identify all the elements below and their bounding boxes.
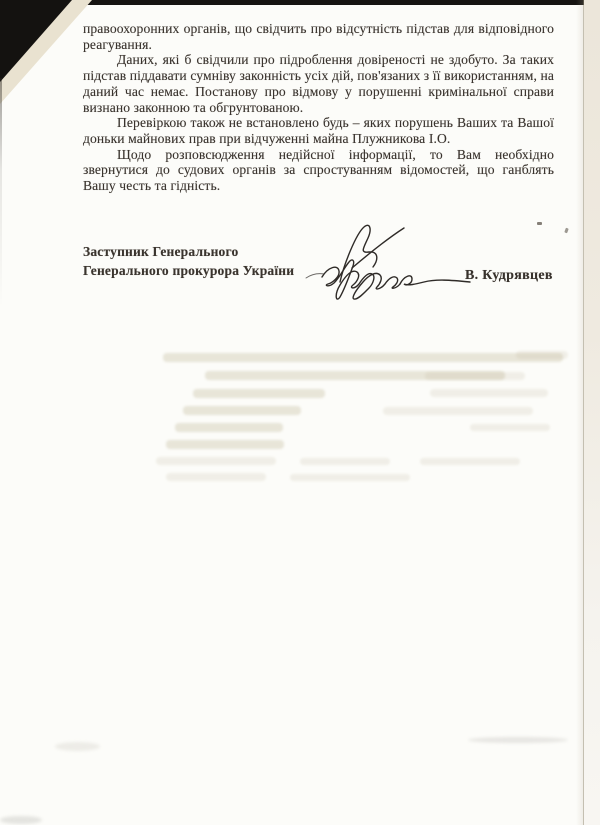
bleedthrough-artifact	[166, 440, 284, 449]
signatory-title-line2: Генерального прокурора України	[83, 263, 295, 278]
bleedthrough-artifact	[193, 389, 325, 398]
bleedthrough-artifact	[420, 458, 520, 465]
ink-speck	[564, 228, 569, 234]
body-paragraph: Щодо розповсюдження недійсної інформації, то Вам необхідно звернутися до судових органів за спростуванням відомостей, що ганблять Вашу честь та гідність.	[83, 146, 554, 194]
page-right-edge-shading	[576, 0, 583, 825]
scan-smudge	[55, 742, 100, 751]
scan-smudge	[0, 816, 42, 824]
handwritten-signature	[300, 220, 480, 315]
page-right-edge	[584, 0, 600, 825]
body-paragraph: правоохоронних органів, що свідчить про відсутність підстав для відповідного реагування.	[83, 21, 554, 52]
ink-speck	[537, 222, 542, 225]
page-left-edge-shadow	[0, 78, 2, 308]
signatory-title	[83, 242, 294, 280]
body-paragraph: Перевіркою також не встановлено будь – яких порушень Ваших та Вашої доньки майнових прав при відчуженні майна Плужникова І.О.	[83, 115, 554, 146]
bleedthrough-artifact	[183, 406, 301, 415]
bleedthrough-artifact	[166, 473, 266, 481]
bleedthrough-artifact	[163, 353, 563, 362]
bleedthrough-artifact	[175, 423, 283, 432]
bleedthrough-artifact	[300, 458, 390, 465]
bleedthrough-artifact	[430, 389, 548, 397]
signatory-title-line1: Заступник Генерального	[83, 244, 239, 259]
bleedthrough-artifact	[516, 351, 568, 359]
bleedthrough-artifact	[156, 457, 276, 465]
scan-smudge	[468, 737, 568, 743]
bleedthrough-artifact	[290, 474, 410, 481]
signatory-name: В. Кудрявцев	[465, 268, 553, 283]
bleedthrough-artifact	[470, 424, 550, 431]
body-paragraph: Даних, які б свідчили про підроблення довіреності не здобуто. За таких підстав піддавати сумніву законність усіх дій, пов'язаних з її використанням, на даний час немає. Постанову про відмову у порушенні кримінальної справи визнано законною та обгрунтованою.	[83, 52, 554, 115]
letter-body	[83, 21, 554, 194]
bleedthrough-artifact	[425, 372, 525, 380]
bleedthrough-artifact	[383, 407, 533, 415]
